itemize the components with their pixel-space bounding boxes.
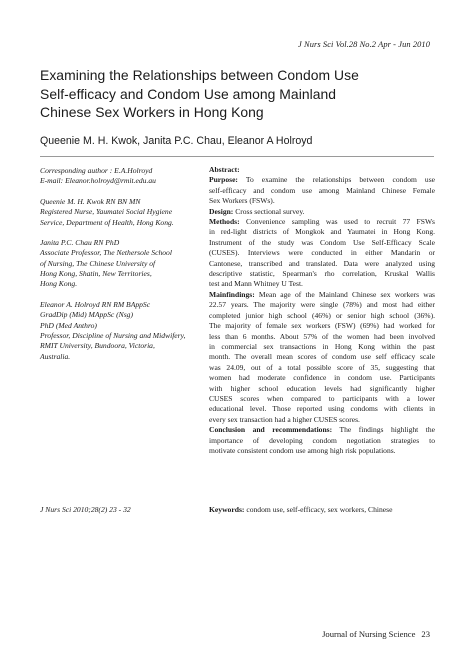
abstract-line: The majority of female sex workers (FSW) (69%) had worked for xyxy=(209,321,435,331)
abstract-line: (CUSES). Interviews were conducted in either Mandarin or xyxy=(209,248,435,258)
abstract-line: Purpose: To examine the relationships between condom use xyxy=(209,175,435,185)
author-affiliation-chau xyxy=(40,238,200,290)
affiliation-line: Janita P.C. Chau RN PhD xyxy=(40,237,120,247)
page-number: 23 xyxy=(421,629,430,639)
affiliation-line: Eleanor A. Holroyd RN RM BAppSc xyxy=(40,299,151,309)
affiliation-line: E-mail: Eleanor.holroyd@rmit.edu.au xyxy=(40,176,156,186)
abstract-line: Methods: Convenience sampling was used to recruit 77 FSWs xyxy=(209,217,435,227)
methods-label: Methods: xyxy=(209,217,240,227)
abstract-line: self-efficacy and condom use among Mainland Chinese Female xyxy=(209,185,435,195)
abstract-line: Sex Workers (FSWs). xyxy=(209,196,275,206)
abstract-line: less than 6 months. About 57% of the women had been involved xyxy=(209,331,435,341)
affiliation-line: of Nursing, The Chinese University of xyxy=(40,258,156,268)
journal-issue-header: J Nurs Sci Vol.28 No.2 Apr - Jun 2010 xyxy=(298,40,430,49)
affiliation-line: Hong Kong, Shatin, New Territories, xyxy=(40,269,152,279)
corresponding-author-block xyxy=(40,166,200,187)
abstract-line: 22.57 years. The majority were single (78%) and most had either xyxy=(209,300,435,310)
abstract-line: test and Mann Whitney U Test. xyxy=(209,279,303,289)
abstract-line: CUSES scores when compared to participants with a lower xyxy=(209,393,435,403)
affiliation-line: RMIT University, Bundoora, Victoria, xyxy=(40,341,155,351)
title-line: Self-efficacy and Condom Use among Mainland xyxy=(40,85,337,102)
author-affiliations xyxy=(40,166,200,372)
abstract-line: in commercial sex transactions in Hong Kong within the past xyxy=(209,341,435,351)
affiliation-line: Corresponding author : E.A.Holroyd xyxy=(40,166,153,175)
keywords xyxy=(209,505,392,514)
abstract-line: with higher school education levels had significantly higher xyxy=(209,383,435,393)
purpose-label: Purpose: xyxy=(209,175,238,185)
abstract-line: in red-light districts of Mongkok and Yaumatei in Hong Kong. xyxy=(209,227,435,237)
page-footer xyxy=(322,629,430,639)
affiliation-line: Service, Department of Health, Hong Kong. xyxy=(40,217,174,227)
affiliation-line: Queenie M. H. Kwok RN BN MN xyxy=(40,196,141,206)
abstract-line: women had moderate confidence in condom use. Participants xyxy=(209,373,435,383)
abstract xyxy=(209,165,435,456)
title-line: Chinese Sex Workers in Hong Kong xyxy=(40,104,264,120)
abstract-line: Mainfindings: Mean age of the Mainland Chinese sex workers was xyxy=(209,289,435,299)
abstract-heading: Abstract: xyxy=(209,165,240,174)
abstract-line: Instrument of the study was Condom Use Self-Efficacy Scale xyxy=(209,237,435,247)
title-line: Examining the Relationships between Condom Use xyxy=(40,67,359,83)
affiliation-line: Professor, Discipline of Nursing and Midwifery, xyxy=(40,330,186,340)
citation: J Nurs Sci 2010;28(2) 23 - 32 xyxy=(40,505,131,514)
keywords-text: condom use, self-efficacy, sex workers, Chinese xyxy=(244,505,393,514)
design-label: Design: xyxy=(209,206,234,216)
abstract-line: motivate consistent condom use among high risk populations. xyxy=(209,445,396,455)
journal-name: Journal of Nursing Science xyxy=(322,629,416,639)
keywords-label: Keywords: xyxy=(209,505,245,514)
conclusion-label: Conclusion and recommendations: xyxy=(209,425,333,435)
abstract-line: importance of developing condom negotiation strategies to xyxy=(209,435,435,445)
abstract-line: Design: Cross sectional survey. xyxy=(209,206,305,216)
author-list: Queenie M. H. Kwok, Janita P.C. Chau, Eleanor A Holroyd xyxy=(40,135,313,147)
author-affiliation-holroyd xyxy=(40,300,200,362)
article-title xyxy=(40,66,440,122)
abstract-line: was 24.09, out of a total possible score of 35, suggesting that xyxy=(209,362,435,372)
affiliation-line: Registered Nurse, Yaumatei Social Hygiene xyxy=(40,207,173,217)
abstract-line: Cantonese, transcribed and translated. Data were analyzed using xyxy=(209,258,435,268)
author-affiliation-kwok xyxy=(40,197,200,228)
abstract-line: descriptive statistic, Spearman's rho correlation, Kruskal Wallis xyxy=(209,269,435,279)
abstract-line: educational level. Those reported using condoms with clients in xyxy=(209,404,435,414)
abstract-line: completed junior high school (46%) or senior high school (36%). xyxy=(209,310,435,320)
affiliation-line: PhD (Med Anthro) xyxy=(40,320,97,330)
affiliation-line: Hong Kong. xyxy=(40,279,78,289)
header-divider xyxy=(40,156,434,157)
mainfindings-label: Mainfindings: xyxy=(209,289,255,299)
abstract-line: month. The overall mean scores of condom use self efficacy scale xyxy=(209,352,435,362)
affiliation-line: Australia. xyxy=(40,351,71,361)
abstract-line: Conclusion and recommendations: The findings highlight the xyxy=(209,425,435,435)
affiliation-line: GradDip (Mid) MAppSc (Nsg) xyxy=(40,310,134,320)
affiliation-line: Associate Professor, The Nethersole School xyxy=(40,248,172,258)
abstract-line: every sex transaction had a higher CUSES scores. xyxy=(209,414,360,424)
